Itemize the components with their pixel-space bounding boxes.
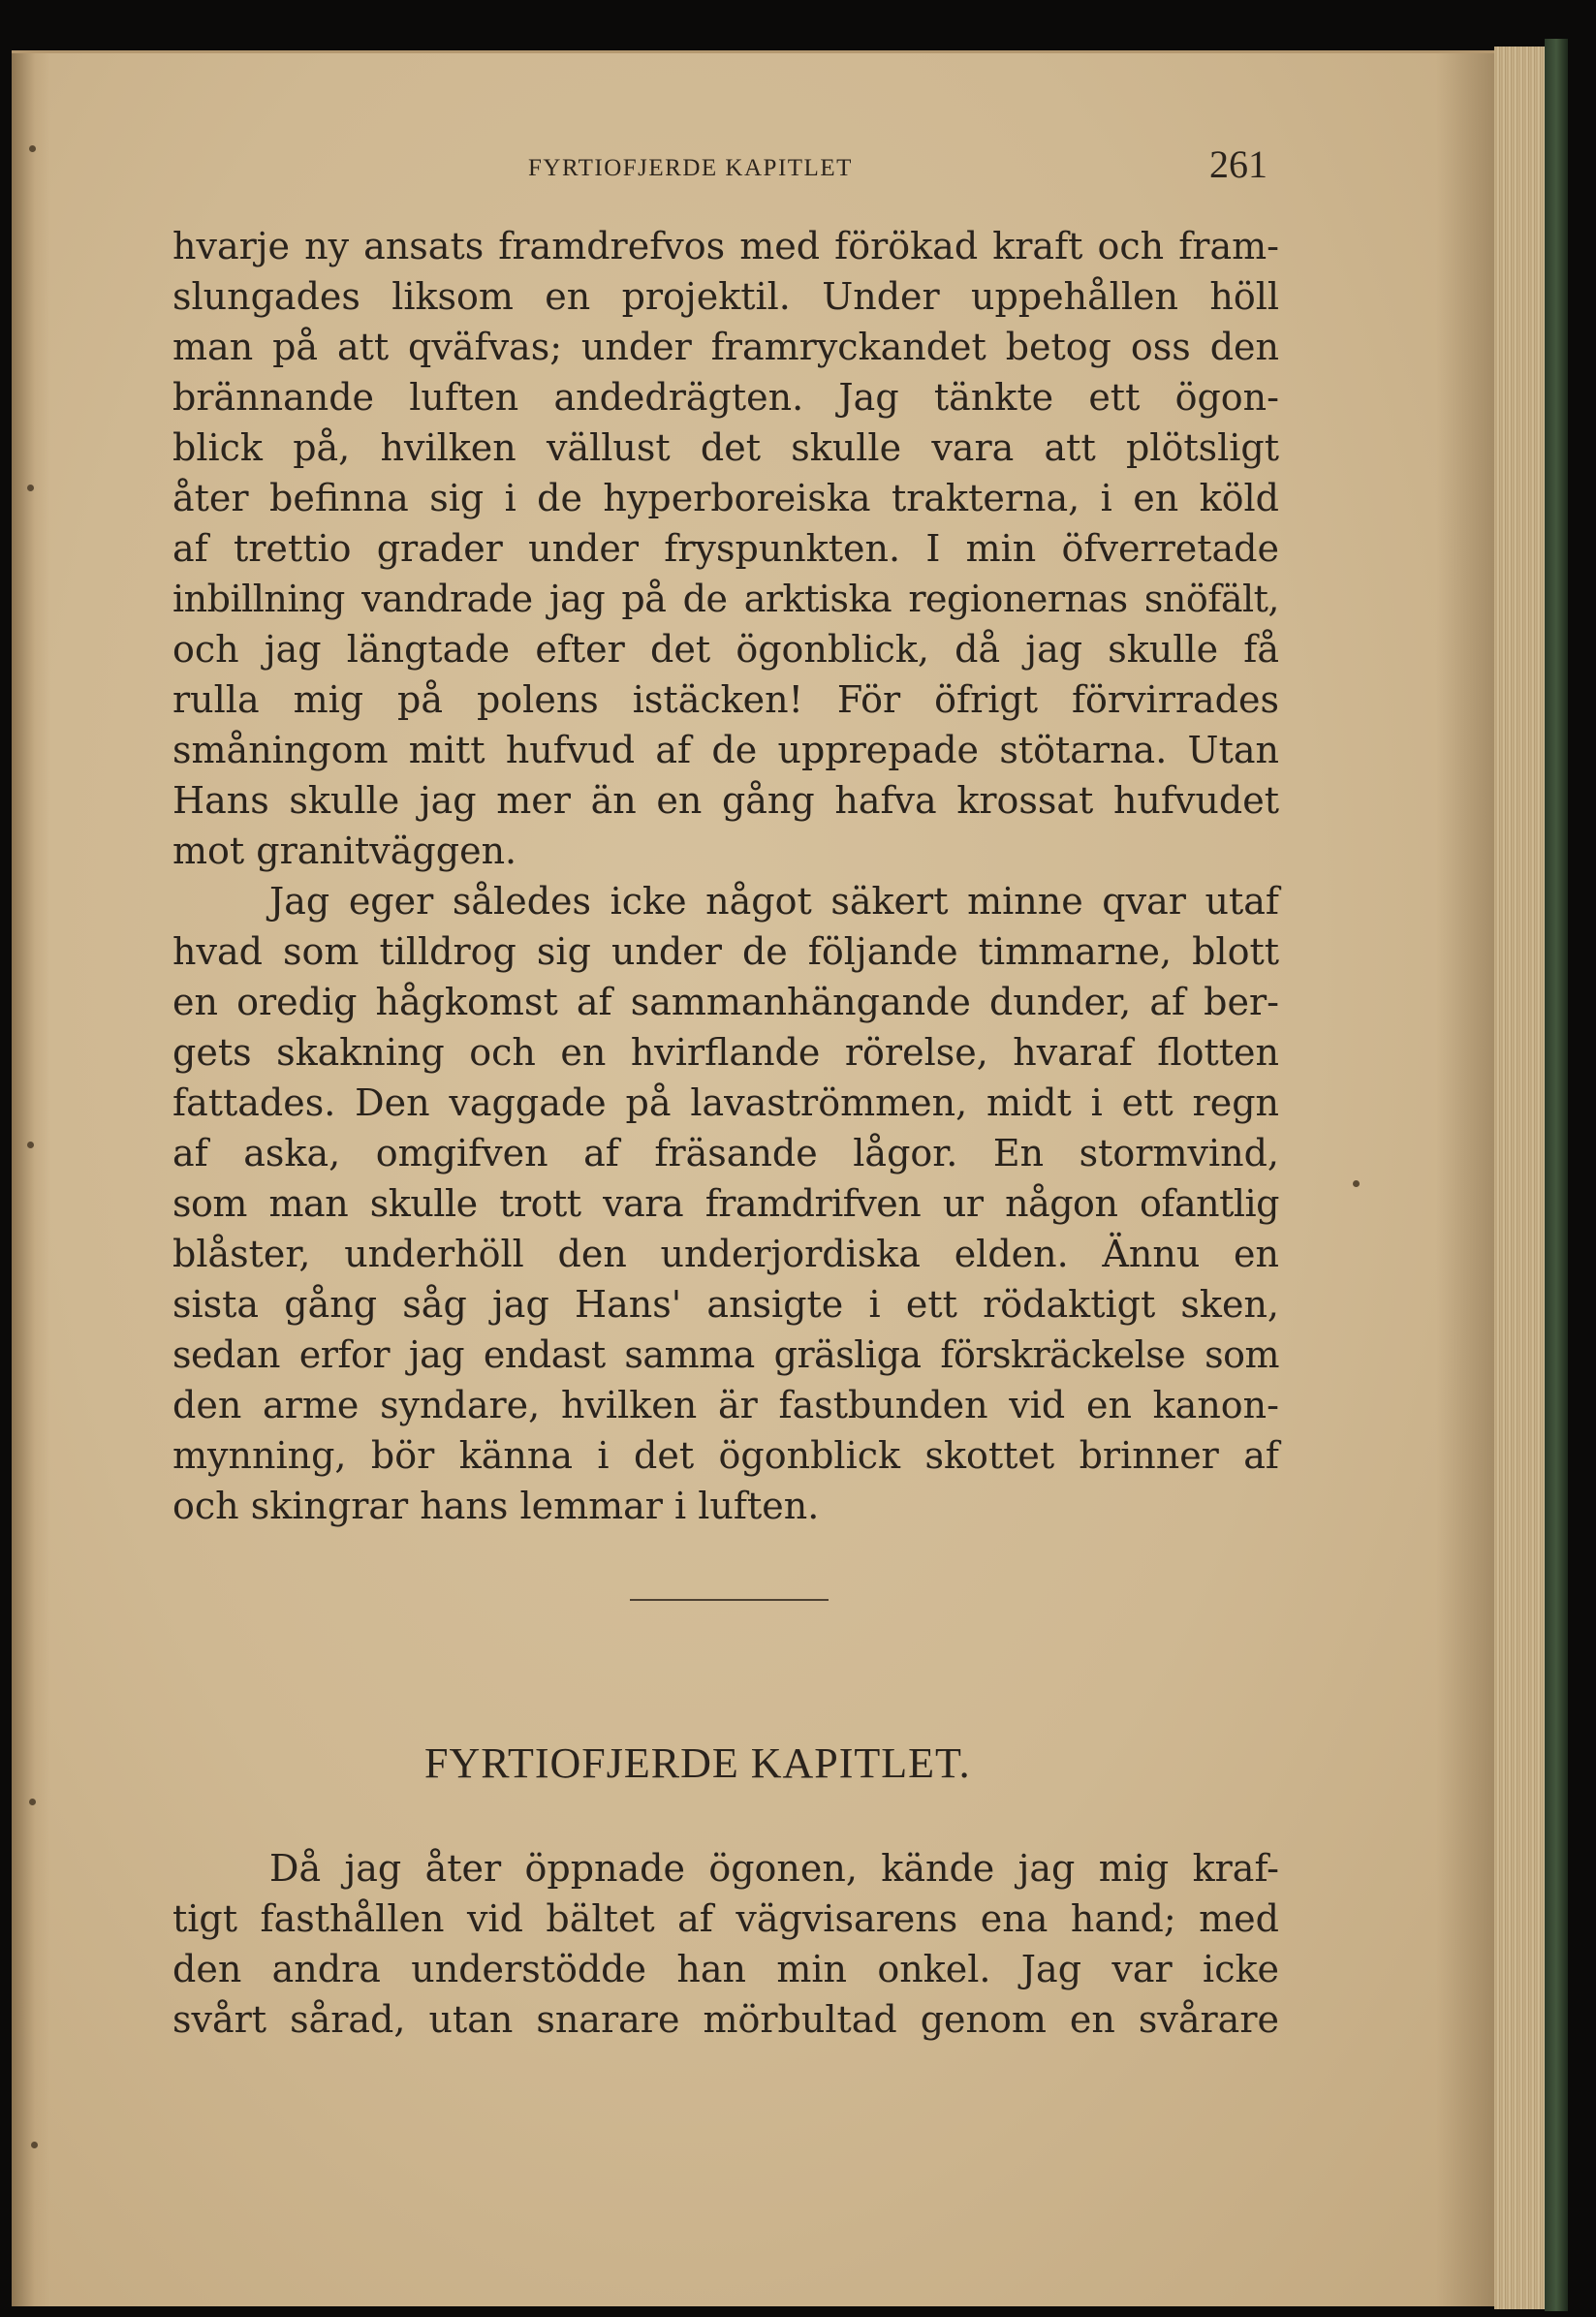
text-line: mynning, bör känna i det ögonblick skottet brinner af	[172, 1434, 1279, 1477]
binding-mark	[29, 1799, 36, 1805]
page-edges	[1494, 47, 1545, 2309]
running-head: FYRTIOFJERDE KAPITLET	[528, 155, 853, 181]
text-line: sista gång såg jag Hans' ansigte i ett rödaktigt sken,	[172, 1283, 1279, 1326]
text-line: mot granitväggen.	[172, 830, 517, 872]
binding-mark	[29, 145, 36, 152]
text-line: Jag eger således icke något säkert minne qvar utaf	[269, 880, 1279, 923]
text-line: den andra understödde han min onkel. Jag var icke	[172, 1948, 1279, 1990]
binding-mark	[31, 2142, 38, 2148]
text-line: som man skulle trott vara framdrifven ur någon ofantlig	[172, 1182, 1279, 1225]
body-text-bottom	[172, 1843, 1279, 2045]
text-line: slungades liksom en projektil. Under uppehållen höll	[172, 275, 1279, 318]
text-line: man på att qväfvas; under framryckandet betog oss den	[172, 326, 1279, 368]
text-line: småningom mitt hufvud af de upprepade stötarna. Utan	[172, 729, 1279, 771]
text-line: af trettio grader under fryspunkten. I min öfverretade	[172, 527, 1279, 570]
text-line: af aska, omgifven af fräsande lågor. En stormvind,	[172, 1132, 1279, 1174]
text-line: gets skakning och en hvirflande rörelse, hvaraf flotten	[172, 1031, 1279, 1074]
text-line: blick på, hvilken vällust det skulle vara att plötsligt	[172, 426, 1279, 469]
text-line: svårt sårad, utan snarare mörbultad genom en svårare	[172, 1998, 1279, 2041]
text-line: och jag längtade efter det ögonblick, då jag skulle få	[172, 628, 1279, 671]
text-line: brännande luften andedrägten. Jag tänkte ett ögon-	[172, 376, 1279, 419]
section-divider	[630, 1599, 829, 1601]
binding-mark	[1353, 1180, 1360, 1187]
gutter-shadow	[1436, 53, 1494, 2306]
body-text-top	[172, 221, 1279, 1531]
text-line: sedan erfor jag endast samma gräsliga förskräckelse som	[172, 1333, 1279, 1376]
text-line: och skingrar hans lemmar i luften.	[172, 1485, 820, 1527]
text-line: Hans skulle jag mer än en gång hafva krossat hufvudet	[172, 779, 1279, 822]
text-line: hvad som tilldrog sig under de följande timmarne, blott	[172, 930, 1279, 973]
page-left-shadow	[12, 53, 50, 2306]
binding-mark	[27, 485, 34, 491]
text-line: inbillning vandrade jag på de arktiska regionernas snöfält,	[172, 578, 1279, 620]
chapter-heading: FYRTIOFJERDE KAPITLET.	[424, 1739, 971, 1787]
text-line: en oredig hågkomst af sammanhängande dunder, af ber-	[172, 981, 1279, 1023]
text-line: den arme syndare, hvilken är fastbunden vid en kanon-	[172, 1384, 1279, 1426]
book-cover-edge	[1545, 39, 1568, 2311]
text-line: Då jag åter öppnade ögonen, kände jag mig kraf-	[269, 1847, 1279, 1890]
text-line: tigt fasthållen vid bältet af vägvisarens ena hand; med	[172, 1897, 1279, 1940]
page-number: 261	[1209, 142, 1267, 186]
text-line: blåster, underhöll den underjordiska elden. Ännu en	[172, 1233, 1279, 1275]
text-line: åter befinna sig i de hyperboreiska trakterna, i en köld	[172, 477, 1279, 519]
text-line: fattades. Den vaggade på lavaströmmen, midt i ett regn	[172, 1081, 1279, 1124]
text-line: rulla mig på polens istäcken! För öfrigt förvirrades	[172, 678, 1279, 721]
binding-mark	[27, 1142, 34, 1148]
text-line: hvarje ny ansats framdrefvos med förökad kraft och fram-	[172, 225, 1279, 267]
